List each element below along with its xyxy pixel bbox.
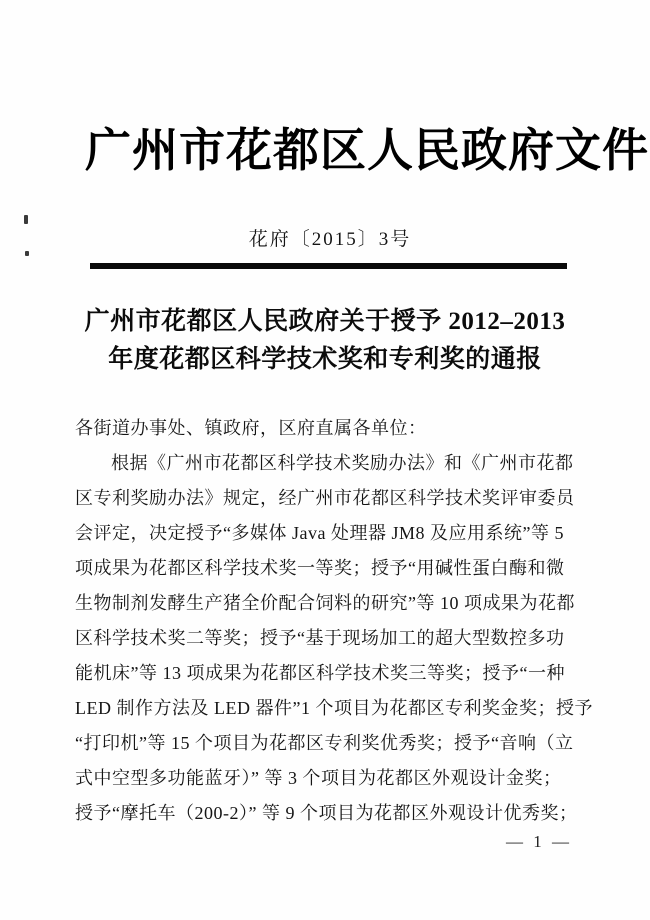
body-line: 区专利奖励办法》规定，经广州市花都区科学技术奖评审委员: [75, 488, 575, 508]
body-line: 项成果为花都区科学技术奖一等奖；授予“用碱性蛋白酶和微: [75, 558, 565, 578]
document-number: 花府〔2015〕3号: [248, 229, 412, 250]
body-line: 授予“摩托车（200-2）” 等 9 个项目为花都区外观设计优秀奖；: [75, 803, 578, 823]
notice-heading-line1: 广州市花都区人民政府关于授予 2012–2013: [84, 308, 566, 335]
body-line: 生物制剂发酵生产猪全价配合饲料的研究”等 10 项成果为花都: [75, 593, 575, 613]
scan-speck: [25, 251, 29, 256]
body-line: LED 制作方法及 LED 器件”1 个项目为花都区专利奖金奖；授予: [75, 698, 593, 718]
letterhead-title: 广州市花都区人民政府文件: [85, 125, 649, 176]
body-line: 式中空型多功能蓝牙）” 等 3 个项目为花都区外观设计金奖；: [75, 768, 562, 788]
notice-heading: [75, 303, 575, 379]
scan-speck: [24, 215, 28, 224]
body-line: 区科学技术奖二等奖；授予“基于现场加工的超大型数控多功: [75, 628, 565, 648]
body-line: 会评定，决定授予“多媒体 Java 处理器 JM8 及应用系统”等 5: [75, 523, 564, 543]
notice-body: [75, 413, 593, 833]
salutation-line: 各街道办事处、镇政府，区府直属各单位：: [75, 418, 427, 438]
page-number: — 1 —: [506, 832, 572, 851]
body-line: 根据《广州市花都区科学技术奖励办法》和《广州市花都: [111, 453, 574, 473]
notice-heading-line2: 年度花都区科学技术奖和专利奖的通报: [108, 346, 542, 373]
body-line: “打印机”等 15 个项目为花都区专利奖优秀奖；授予“音响（立: [75, 733, 574, 753]
body-line: 能机床”等 13 项成果为花都区科学技术奖三等奖；授予“一种: [75, 663, 565, 683]
letterhead-rule: [90, 263, 567, 269]
